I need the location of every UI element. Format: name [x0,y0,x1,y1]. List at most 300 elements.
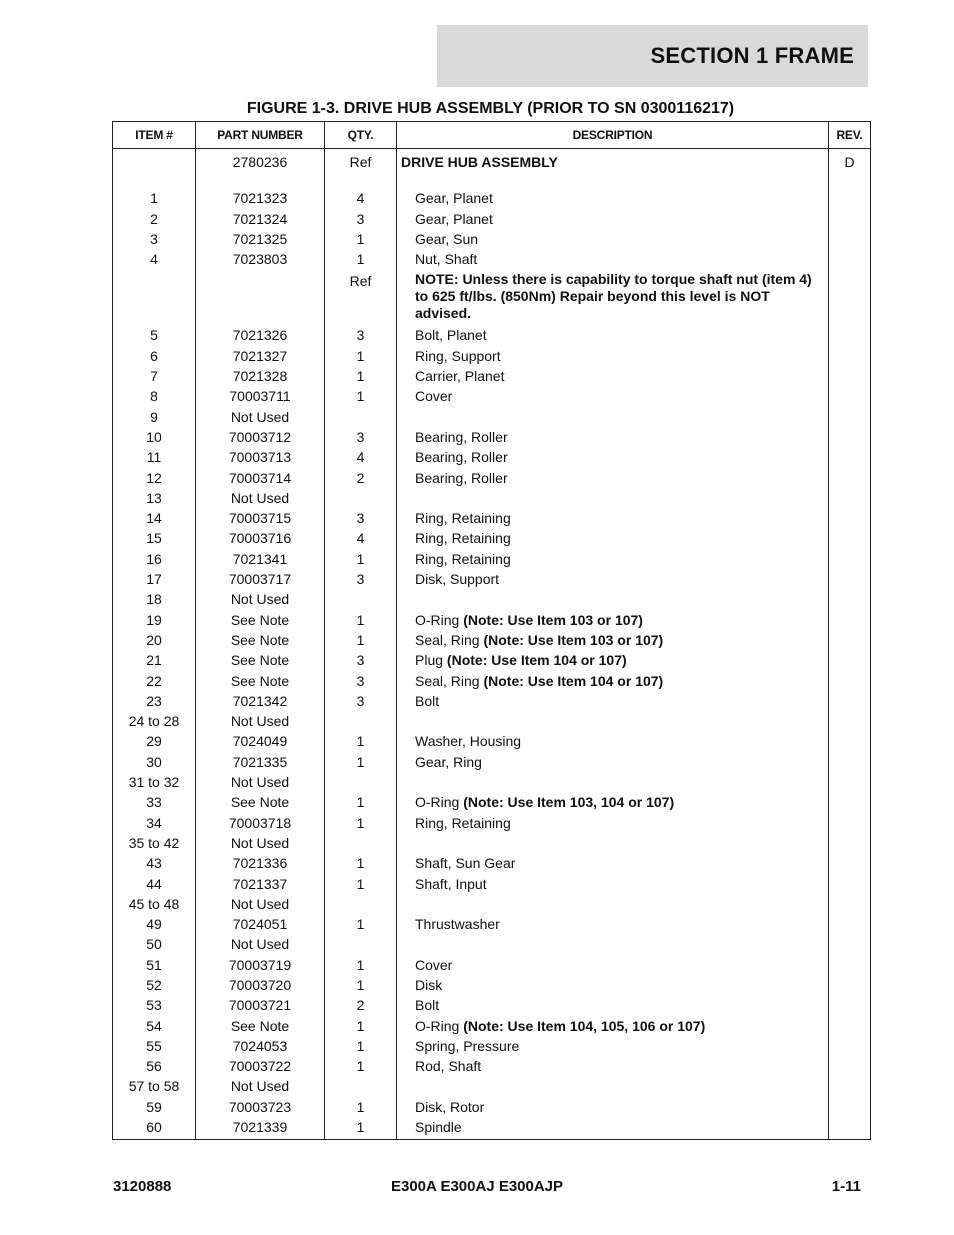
item-number: 31 to 32 [113,772,196,792]
revision [829,894,871,914]
description [397,427,829,447]
revision [829,1076,871,1096]
revision [829,772,871,792]
item-number: 18 [113,589,196,609]
part-number: See Note [196,792,325,812]
quantity [325,833,397,853]
quantity [325,488,397,508]
table-row [113,995,871,1015]
part-number: 7021337 [196,874,325,894]
description [397,407,829,427]
item-number: 19 [113,610,196,630]
description [397,853,829,873]
table-row [113,1056,871,1076]
quantity: 1 [325,752,397,772]
description-text: Ring, Retaining [415,814,511,831]
table-row [113,1117,871,1140]
item-number: 49 [113,914,196,934]
revision [829,792,871,812]
table-row [113,589,871,609]
col-header-qty: QTY. [325,122,397,149]
assembly-description: DRIVE HUB ASSEMBLY [397,149,829,173]
description [397,1097,829,1117]
quantity: 3 [325,209,397,229]
revision [829,1117,871,1140]
part-number: 7021341 [196,549,325,569]
revision [829,671,871,691]
description-note: (Note: Use Item 104 or 107) [483,672,664,689]
description-text: Plug [415,652,447,669]
description-text: Shaft, Sun Gear [415,855,516,872]
description-text: Bolt, Planet [415,327,487,344]
revision [829,955,871,975]
item-number: 50 [113,934,196,954]
description [397,229,829,249]
figure-title: FIGURE 1-3. DRIVE HUB ASSEMBLY (PRIOR TO SN 0300116217) [246,100,735,117]
item-number: 44 [113,874,196,894]
part-number: 7021323 [196,188,325,208]
revision [829,610,871,630]
description-note: (Note: Use Item 103 or 107) [463,611,643,628]
quantity: 1 [325,731,397,751]
revision [829,589,871,609]
description-text: Rod, Shaft [415,1058,482,1075]
quantity: 1 [325,874,397,894]
description [397,671,829,691]
description [397,209,829,229]
table-row [113,488,871,508]
table-row [113,1036,871,1056]
revision [829,711,871,731]
part-number: See Note [196,650,325,670]
col-header-rev: REV. [829,122,871,149]
quantity: 1 [325,1117,397,1140]
item-number: 9 [113,407,196,427]
description [397,752,829,772]
part-number: 7021339 [196,1117,325,1140]
quantity: 1 [325,955,397,975]
description-text: Gear, Ring [415,753,482,770]
description [397,1076,829,1096]
revision [829,874,871,894]
item-number: 52 [113,975,196,995]
part-number: 7024049 [196,731,325,751]
item-number: 34 [113,813,196,833]
quantity: 1 [325,229,397,249]
table-row [113,407,871,427]
quantity: 1 [325,610,397,630]
item-number: 10 [113,427,196,447]
quantity [325,407,397,427]
description-text: Ring, Retaining [415,550,511,567]
description [397,325,829,345]
part-number: 70003721 [196,995,325,1015]
table-row [113,934,871,954]
quantity: 1 [325,1097,397,1117]
table-row [113,772,871,792]
revision [829,934,871,954]
item-number: 21 [113,650,196,670]
description-text: Ring, Support [415,347,501,364]
part-number: 7021327 [196,346,325,366]
table-row [113,671,871,691]
part-number: 70003714 [196,468,325,488]
description-text: Nut, Shaft [415,251,478,268]
table-row [113,894,871,914]
item-number: 2 [113,209,196,229]
part-number: 7021335 [196,752,325,772]
description [397,569,829,589]
table-row [113,528,871,548]
item-number: 20 [113,630,196,650]
col-header-description: DESCRIPTION [397,122,829,149]
table-row [113,792,871,812]
item-number: 51 [113,955,196,975]
description-text: Thrustwasher [415,916,500,933]
item-number: 16 [113,549,196,569]
quantity: 1 [325,249,397,269]
quantity: 1 [325,853,397,873]
table-row [113,269,871,325]
revision [829,528,871,548]
table-row [113,630,871,650]
part-number: See Note [196,1016,325,1036]
part-number: 7024053 [196,1036,325,1056]
revision [829,731,871,751]
part-number: Not Used [196,894,325,914]
item-number: 5 [113,325,196,345]
description-text: Bolt [415,997,440,1014]
spacer-row [113,172,871,188]
item-number: 22 [113,671,196,691]
description-text: Bearing, Roller [415,428,508,445]
table-row [113,874,871,894]
part-number: 70003719 [196,955,325,975]
description [397,1117,829,1140]
description [397,630,829,650]
quantity: 1 [325,914,397,934]
revision [829,427,871,447]
footer-models: E300A E300AJ E300AJP [390,1178,564,1195]
revision [829,569,871,589]
description-text: Disk [415,976,443,993]
description-note: (Note: Use Item 103, 104 or 107) [463,794,675,811]
revision [829,325,871,345]
part-number: 7021325 [196,229,325,249]
description [397,650,829,670]
description-text: O-Ring [415,611,464,628]
part-number: Not Used [196,407,325,427]
part-number: 70003713 [196,447,325,467]
table-row [113,188,871,208]
quantity: 3 [325,427,397,447]
item-number: 1 [113,188,196,208]
description [397,1016,829,1036]
description [397,772,829,792]
description [397,955,829,975]
description-note: (Note: Use Item 103 or 107) [483,631,664,648]
table-row [113,508,871,528]
table-row [113,752,871,772]
quantity: 1 [325,366,397,386]
item-number: 60 [113,1117,196,1140]
description-text: Gear, Planet [415,190,493,207]
description [397,914,829,934]
description-text: Carrier, Planet [415,368,505,385]
item-number: 11 [113,447,196,467]
table-row [113,569,871,589]
description [397,975,829,995]
part-number: Not Used [196,772,325,792]
parts-table [112,121,871,1140]
description [397,934,829,954]
revision [829,914,871,934]
quantity: 3 [325,691,397,711]
item-number: 43 [113,853,196,873]
table-row [113,1016,871,1036]
table-row [113,610,871,630]
quantity: 1 [325,1056,397,1076]
revision [829,468,871,488]
revision [829,975,871,995]
item-number: 59 [113,1097,196,1117]
quantity: 1 [325,386,397,406]
part-number: See Note [196,630,325,650]
item-number: 33 [113,792,196,812]
table-row [113,731,871,751]
description-text: Spring, Pressure [415,1037,520,1054]
description [397,249,829,269]
description [397,833,829,853]
description-text: O-Ring [415,794,464,811]
revision [829,209,871,229]
table-row [113,447,871,467]
description [397,447,829,467]
item-number: 3 [113,229,196,249]
item-number: 54 [113,1016,196,1036]
revision [829,650,871,670]
part-number: 70003711 [196,386,325,406]
description [397,366,829,386]
table-row [113,650,871,670]
table-row [113,468,871,488]
part-number: Not Used [196,589,325,609]
quantity: 3 [325,650,397,670]
quantity [325,772,397,792]
revision [829,995,871,1015]
table-row [113,833,871,853]
revision [829,407,871,427]
section-header [437,25,868,87]
description-text: Disk, Support [415,571,500,588]
table-row [113,975,871,995]
table-row [113,711,871,731]
table-row [113,914,871,934]
col-header-part-number: PART NUMBER [196,122,325,149]
quantity [325,894,397,914]
revision [829,447,871,467]
part-number: 7021336 [196,853,325,873]
description-text: Gear, Planet [415,210,493,227]
table-row [113,249,871,269]
quantity: 1 [325,813,397,833]
description [397,711,829,731]
description [397,610,829,630]
assembly-rev: D [829,149,871,173]
revision [829,752,871,772]
description [397,1036,829,1056]
table-row [113,1076,871,1096]
revision [829,1016,871,1036]
revision [829,549,871,569]
description-text: Shaft, Input [415,875,487,892]
assembly-row [113,149,871,173]
part-number: 70003716 [196,528,325,548]
item-number: 45 to 48 [113,894,196,914]
item-number: 53 [113,995,196,1015]
part-number: 70003717 [196,569,325,589]
quantity: 1 [325,975,397,995]
table-row [113,366,871,386]
description-text: Disk, Rotor [415,1098,485,1115]
item-number: 17 [113,569,196,589]
col-header-item: ITEM # [113,122,196,149]
description-text: Bolt [415,692,440,709]
revision [829,1036,871,1056]
description [397,995,829,1015]
part-number: 7021326 [196,325,325,345]
revision [829,386,871,406]
item-number: 56 [113,1056,196,1076]
part-number: 7023803 [196,249,325,269]
part-number: See Note [196,610,325,630]
revision [829,366,871,386]
quantity: 1 [325,549,397,569]
quantity: 1 [325,630,397,650]
table-row [113,813,871,833]
revision [829,813,871,833]
table-row [113,955,871,975]
table-row [113,1097,871,1117]
revision [829,630,871,650]
item-number: 7 [113,366,196,386]
assembly-qty: Ref [325,149,397,173]
description-text: Cover [415,956,453,973]
item-number: 35 to 42 [113,833,196,853]
item-number: 8 [113,386,196,406]
part-number: 7024051 [196,914,325,934]
quantity: 3 [325,325,397,345]
quantity: 3 [325,671,397,691]
quantity: 4 [325,528,397,548]
item-number: 24 to 28 [113,711,196,731]
description-text: Bearing, Roller [415,449,508,466]
quantity: 4 [325,188,397,208]
description-text: Spindle [415,1119,462,1136]
description [397,813,829,833]
table-row [113,229,871,249]
description-text: Ring, Retaining [415,510,511,527]
description [397,589,829,609]
description-note: (Note: Use Item 104, 105, 106 or 107) [463,1017,706,1034]
part-number: Not Used [196,711,325,731]
table-header-row [113,122,871,149]
description [397,468,829,488]
revision [829,269,871,325]
table-row [113,853,871,873]
quantity: 2 [325,995,397,1015]
footer-page-number: 1-11 [831,1178,861,1195]
part-number: 70003712 [196,427,325,447]
quantity: 3 [325,569,397,589]
quantity: 1 [325,1016,397,1036]
item-number: 55 [113,1036,196,1056]
quantity [325,589,397,609]
section-title: SECTION 1 FRAME [650,43,854,68]
part-number [196,269,325,325]
item-number [113,269,196,325]
revision [829,229,871,249]
revision [829,853,871,873]
part-number: 70003720 [196,975,325,995]
quantity: Ref [325,269,397,325]
item-number: 6 [113,346,196,366]
revision [829,508,871,528]
assembly-part-number: 2780236 [196,149,325,173]
description-text: Washer, Housing [415,733,522,750]
description-text: O-Ring [415,1017,464,1034]
part-number: Not Used [196,488,325,508]
revision [829,833,871,853]
item-number: 15 [113,528,196,548]
quantity [325,711,397,731]
part-number: Not Used [196,934,325,954]
table-row [113,325,871,345]
quantity: 1 [325,346,397,366]
revision [829,346,871,366]
table-row [113,346,871,366]
item-number: 14 [113,508,196,528]
description [397,346,829,366]
assembly-item [113,149,196,173]
part-number: 70003715 [196,508,325,528]
revision [829,1097,871,1117]
item-number: 29 [113,731,196,751]
quantity: 3 [325,508,397,528]
table-row [113,427,871,447]
item-number: 57 to 58 [113,1076,196,1096]
description [397,508,829,528]
revision [829,188,871,208]
quantity [325,934,397,954]
description [397,792,829,812]
description [397,874,829,894]
description [397,731,829,751]
part-number: See Note [196,671,325,691]
revision [829,488,871,508]
description [397,894,829,914]
description [397,691,829,711]
quantity: 1 [325,792,397,812]
quantity: 2 [325,468,397,488]
quantity: 4 [325,447,397,467]
table-row [113,386,871,406]
quantity: 1 [325,1036,397,1056]
part-number: 7021324 [196,209,325,229]
table-row [113,549,871,569]
description-note: NOTE: Unless there is capability to torque shaft nut (item 4) to 625 ft/lbs. (850Nm) Repair beyond this level is NOT advised. [415,271,812,322]
quantity [325,1076,397,1096]
